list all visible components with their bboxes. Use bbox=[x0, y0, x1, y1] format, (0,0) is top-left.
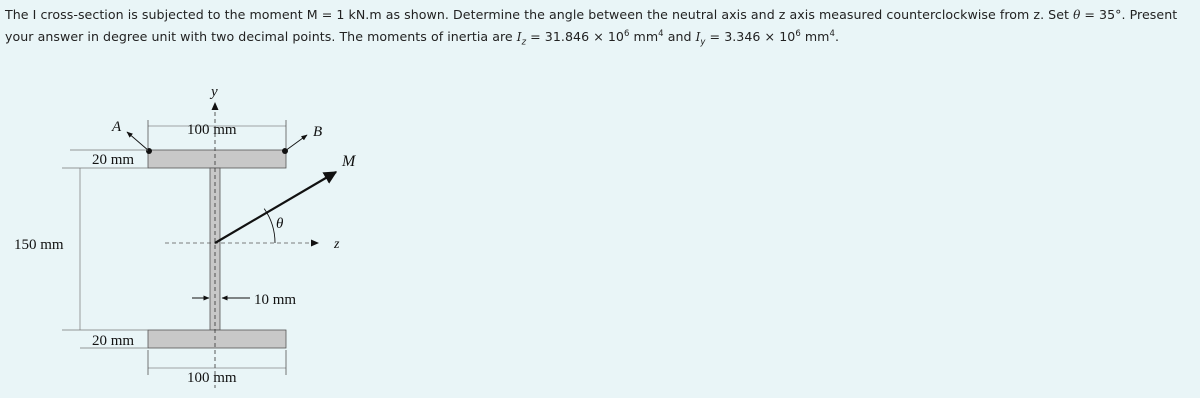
top-width-label: 100 mm bbox=[187, 122, 237, 138]
point-b-leader bbox=[285, 135, 307, 151]
iz-subscript: z bbox=[521, 37, 527, 48]
web-label: 10 mm bbox=[254, 292, 297, 308]
question-part: The I cross-section is subjected to the moment M = 1 kN.m as shown. Determine the angle between the neutral axis and z axis measured counterclockwise from z. Set bbox=[5, 7, 1074, 22]
iz-value: = 31.846 × 10 bbox=[526, 29, 624, 44]
theta-symbol: θ bbox=[1073, 8, 1081, 22]
bottom-width-label: 100 mm bbox=[187, 370, 237, 386]
y-axis-arrowhead bbox=[212, 102, 219, 110]
iy-subscript: y bbox=[700, 37, 706, 48]
z-axis-label: z bbox=[334, 237, 340, 252]
iz-unit-exponent: 4 bbox=[658, 28, 664, 39]
height-label: 150 mm bbox=[14, 237, 64, 253]
bottom-flange-label: 20 mm bbox=[92, 333, 135, 349]
question-part: = 35°. Present your answer in degree unit with two decimal points. The moments of inertia are bbox=[5, 7, 1178, 44]
bottom-flange bbox=[148, 330, 286, 348]
point-b-label: B bbox=[313, 124, 323, 140]
z-axis-arrowhead bbox=[311, 240, 319, 247]
theta-label: θ bbox=[276, 216, 284, 232]
point-a-label: A bbox=[112, 119, 122, 135]
top-flange bbox=[148, 150, 286, 168]
iy-exponent: 6 bbox=[795, 28, 801, 39]
iz-symbol: I bbox=[516, 30, 522, 44]
iy-value: = 3.346 × 10 bbox=[705, 29, 796, 44]
moment-label: M bbox=[342, 153, 356, 170]
top-flange-label: 20 mm bbox=[92, 152, 135, 168]
moment-vector bbox=[215, 172, 336, 243]
y-axis-label: y bbox=[211, 84, 218, 100]
question-part: and bbox=[663, 29, 696, 44]
iy-unit: mm bbox=[800, 29, 830, 44]
iy-unit-exponent: 4 bbox=[829, 28, 835, 39]
iz-unit: mm bbox=[629, 29, 659, 44]
question-part: . bbox=[834, 29, 840, 44]
point-a-leader bbox=[127, 132, 149, 151]
iy-symbol: I bbox=[695, 30, 701, 44]
iz-exponent: 6 bbox=[624, 28, 630, 39]
